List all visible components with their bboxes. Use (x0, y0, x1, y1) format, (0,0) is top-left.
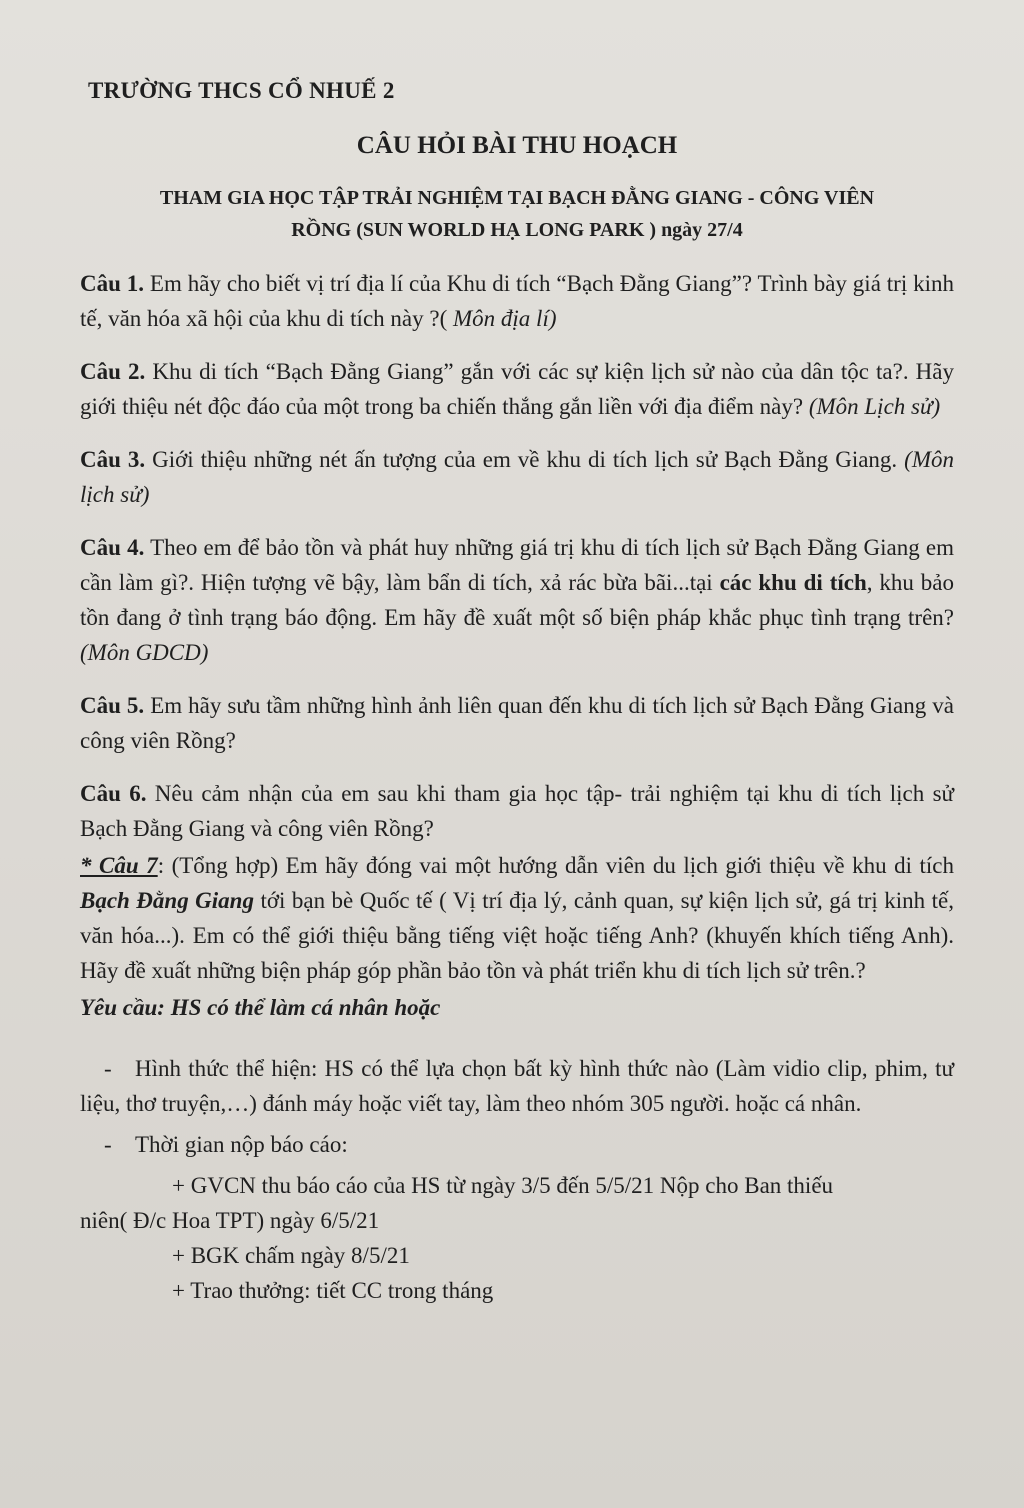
bullet-dash: - (104, 1132, 112, 1157)
question-2 (80, 354, 954, 424)
question-7-text-a: : (Tổng hợp) Em hãy đóng vai một hướng dẫn viên du lịch giới thiệu về khu di tích (157, 853, 954, 878)
document-subtitle (80, 182, 954, 246)
question-4-text-b: , khu bảo tồn đang ở tình trạng báo động. Em hãy đề xuất một số biện pháp khắc phục tình trạng trên? (80, 570, 954, 630)
question-5-text: Em hãy sưu tầm những hình ảnh liên quan đến khu di tích lịch sử Bạch Đằng Giang và công viên Rồng? (80, 693, 954, 753)
subtitle-line-2 (80, 214, 954, 246)
deadline-line-1a: + GVCN thu báo cáo của HS từ ngày 3/5 đến 5/5/21 Nộp cho Ban thiếu (172, 1173, 834, 1198)
question-3 (80, 442, 954, 512)
deadline-line-3: + Trao thưởng: tiết CC trong tháng (172, 1278, 494, 1303)
question-3-text: Giới thiệu những nét ấn tượng của em về khu di tích lịch sử Bạch Đằng Giang. (145, 447, 905, 472)
question-7-label: * Câu 7 (80, 853, 158, 878)
question-2-text: Khu di tích “Bạch Đằng Giang” gắn với các sự kiện lịch sử nào của dân tộc ta?. Hãy giới thiệu nét độc đáo của một trong ba chiến thắng gắn liền với địa điểm này? (80, 359, 955, 419)
subtitle-line-1: THAM GIA HỌC TẬP TRẢI NGHIỆM TẠI BẠCH ĐẰNG GIANG - CÔNG VIÊN (159, 187, 875, 209)
question-1 (80, 266, 954, 336)
deadline-line-1b: niên( Đ/c Hoa TPT) ngày 6/5/21 (80, 1208, 380, 1233)
question-7-bold-italic: Bạch Đằng Giang (80, 888, 254, 913)
deadline-line-2: + BGK chấm ngày 8/5/21 (172, 1243, 410, 1268)
question-1-subject: Môn địa lí) (453, 306, 557, 331)
bullet-deadline (80, 1127, 954, 1162)
bullet-dash: - (104, 1056, 112, 1081)
question-2-subject: (Môn Lịch sử) (808, 394, 941, 419)
bullet-format-text: Hình thức thể hiện: HS có thể lựa chọn bất kỳ hình thức nào (Làm vidio clip, phim, tư liệu, thơ truyện,…) đánh máy hoặc viết tay, làm theo nhóm 305 người. hoặc cá nhân. (80, 1056, 954, 1116)
question-4 (80, 530, 954, 670)
question-4-subject: (Môn GDCD) (80, 640, 209, 665)
school-name: TRƯỜNG THCS CỔ NHUẾ 2 (88, 78, 395, 103)
question-1-label: Câu 1. (80, 271, 145, 296)
document-title: CÂU HỎI BÀI THU HOẠCH (356, 132, 678, 159)
question-5-label: Câu 5. (80, 693, 145, 718)
question-5 (80, 688, 954, 758)
question-4-bold: các khu di tích (719, 570, 867, 595)
question-6 (80, 776, 954, 846)
bullet-deadline-text: Thời gian nộp báo cáo: (135, 1132, 348, 1157)
question-6-label: Câu 6. (80, 781, 147, 806)
bullet-format (80, 1051, 954, 1121)
question-1-text: Em hãy cho biết vị trí địa lí của Khu di tích “Bạch Đằng Giang”? Trình bày giá trị kinh tế, văn hóa xã hội của khu di tích này ?( (80, 271, 954, 331)
question-2-label: Câu 2. (80, 359, 146, 384)
requirement-heading: Yêu cầu: HS có thể làm cá nhân hoặc (80, 995, 441, 1020)
question-7 (80, 848, 954, 988)
question-4-label: Câu 4. (80, 535, 145, 560)
subtitle-park: RỒNG (SUN WORLD HẠ LONG PARK ) (291, 219, 657, 241)
question-4-text-a: Theo em để bảo tồn và phát huy những giá trị khu di tích lịch sử Bạch Đằng Giang em cần làm gì?. Hiện tượng vẽ bậy, làm bẩn di tích, xả rác bừa bãi...tại (80, 535, 954, 595)
subtitle-date: ngày 27/4 (661, 219, 743, 241)
question-6-text: Nêu cảm nhận của em sau khi tham gia học tập- trải nghiệm tại khu di tích lịch sử Bạch Đằng Giang và công viên Rồng? (80, 781, 954, 841)
question-3-subject: (Môn lịch sử) (80, 447, 954, 507)
question-7-text-b: tới bạn bè Quốc tế ( Vị trí địa lý, cảnh quan, sự kiện lịch sử, gá trị kinh tế, văn hóa...). Em có thể giới thiệu bằng tiếng việt hoặc tiếng Anh? (khuyến khích tiếng Anh). Hãy đề xuất những biện pháp góp phần bảo tồn và phát triển khu di tích lịch sử trên.? (80, 888, 954, 983)
question-3-label: Câu 3. (80, 447, 146, 472)
